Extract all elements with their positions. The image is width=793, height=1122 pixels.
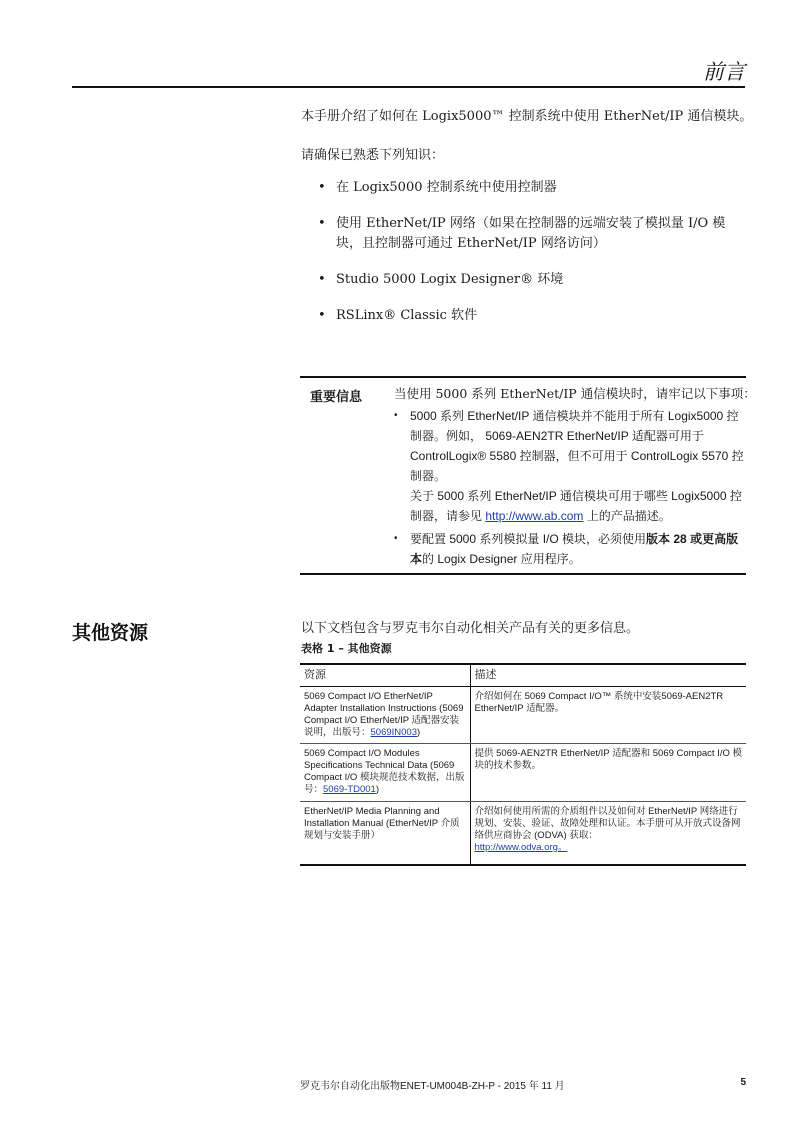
important-bottom-rule [300,573,746,575]
important-list [394,406,746,572]
important-top-rule [300,376,746,378]
bullet-icon: • [394,533,398,544]
section-title: 其他资源 [72,622,149,644]
important-label: 重要信息 [310,390,363,405]
bullet-icon: • [318,308,326,323]
table-caption: 表格 1 – 其他资源 [301,642,392,655]
bullet-icon: • [394,410,398,421]
odva-website-link[interactable]: http://www.odva.org。 [474,841,568,853]
list-item: • RSLinx® Classic 软件 [318,306,748,326]
table-header-row [300,664,746,686]
list-item: • 使用 EtherNet/IP 网络（如果在控制器的远端安装了模拟量 I/O 模块，且控制器可通过 EtherNet/IP 网络访问） [318,216,726,251]
prereq-list [318,178,748,342]
resources-table [300,663,746,866]
publication-link[interactable]: 5069IN003 [370,726,417,738]
resource-cell: EtherNet/IP Media Planning and Installation Manual (EtherNet/IP 介质规划与安装手册） [300,801,470,865]
page-header-title: 前言 [703,60,745,84]
ab-website-link[interactable]: http://www.ab.com [485,509,584,523]
bullet-icon: • [318,216,326,231]
important-intro: 当使用 5000 系列 EtherNet/IP 通信模块时，请牢记以下事项： [394,386,756,401]
section-intro: 以下文档包含与罗克韦尔自动化相关产品有关的更多信息。 [301,621,640,636]
description-cell: 介绍如何使用所需的介质组件以及如何对 EtherNet/IP 网络进行规划、安装、验证、故障处理和认证。本手册可从开放式设备网络供应商协会 (ODVA) 获取： http://www.odva.org。 [470,801,746,865]
bullet-icon: • [318,272,326,287]
publication-info: 罗克韦尔自动化出版物ENET-UM004B-ZH-P - 2015 年 11 月 [300,1081,565,1092]
list-item: • 要配置 5000 系列模拟量 I/O 模块，必须使用版本 28 或更高版本的 Logix Designer 应用程序。 [394,529,746,569]
header-rule [72,86,745,88]
prereq-lead: 请确保已熟悉下列知识： [301,148,445,163]
bullet-icon: • [318,180,326,195]
publication-link[interactable]: 5069-TD001 [323,783,376,795]
list-item: • Studio 5000 Logix Designer® 环境 [318,270,748,290]
column-header-description: 描述 [470,664,746,686]
column-header-resource: 资源 [300,664,470,686]
table-row [300,743,746,801]
table-row [300,801,746,865]
description-cell: 提供 5069-AEN2TR EtherNet/IP 适配器和 5069 Compact I/O 模块的技术参数。 [470,743,746,801]
intro-paragraph: 本手册介绍了如何在 Logix5000™ 控制系统中使用 EtherNet/IP 通信模块。 [301,109,753,124]
resource-cell: 5069 Compact I/O Modules Specifications Technical Data (5069 Compact I/O 模块规范技术数据，出版号：5069-TD001) [300,743,470,801]
table-row [300,686,746,743]
page-number: 5 [740,1077,746,1088]
description-cell: 介绍如何在 5069 Compact I/O™ 系统中安装5069-AEN2TR EtherNet/IP 适配器。 [470,686,746,743]
list-item: • 5000 系列 EtherNet/IP 通信模块并不能用于所有 Logix5000 控制器。例如， 5069-AEN2TR EtherNet/IP 适配器可用于 ControlLogix® 5580 控制器，但不可用于 ControlLogix 5570 控制器。 关于 5000 系列 EtherNet/IP 通信模块可用于哪些 Logix5000 控制器，请参见 http://www.ab.com 上的产品描述。 [394,406,746,526]
list-item: • 在 Logix5000 控制系统中使用控制器 [318,178,748,198]
resource-cell: 5069 Compact I/O EtherNet/IP Adapter Installation Instructions (5069 Compact I/O EtherNet/IP 适配器安装说明，出版号：5069IN003) [300,686,470,743]
